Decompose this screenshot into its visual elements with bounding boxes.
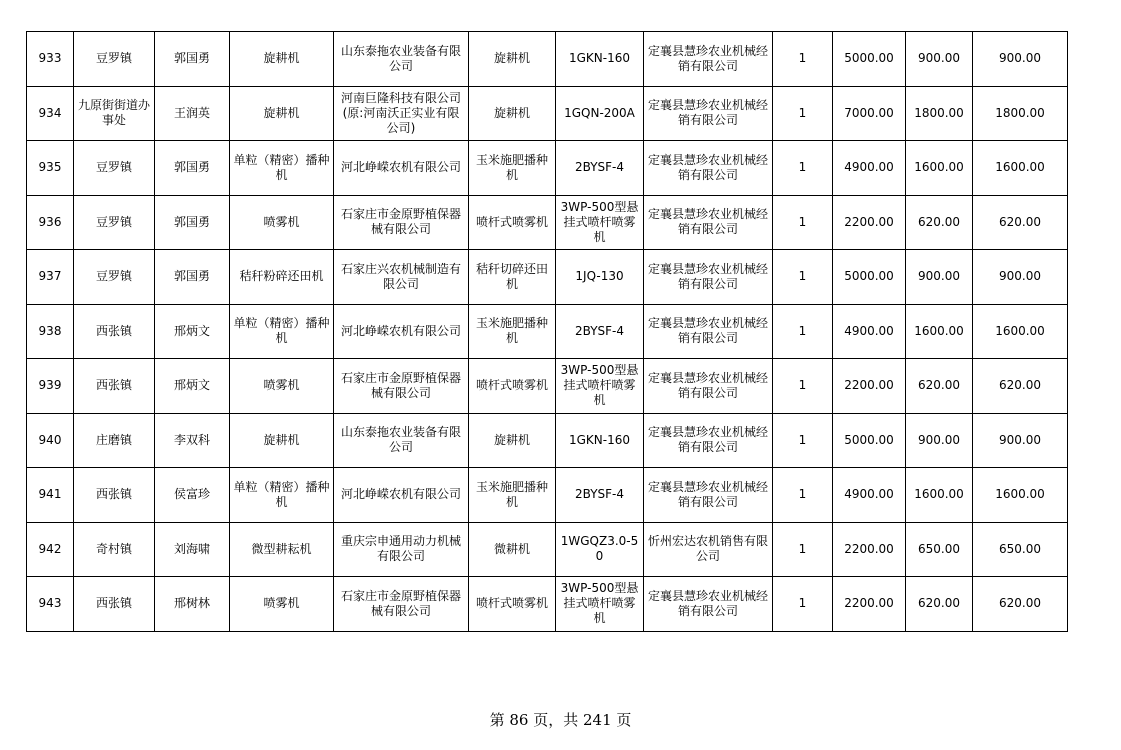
table-row bbox=[27, 522, 1068, 577]
cell-model: 1GQN-200A bbox=[556, 86, 644, 141]
cell-machine-category: 微型耕耘机 bbox=[230, 522, 334, 577]
cell-quantity: 1 bbox=[773, 577, 833, 632]
cell-total-subsidy: 900.00 bbox=[973, 413, 1068, 468]
cell-sale-price: 2200.00 bbox=[833, 522, 906, 577]
cell-central-subsidy: 900.00 bbox=[906, 413, 973, 468]
cell-product-name: 旋耕机 bbox=[469, 413, 556, 468]
cell-product-name: 玉米施肥播种机 bbox=[469, 141, 556, 196]
cell-town: 西张镇 bbox=[74, 304, 155, 359]
cell-row-number: 941 bbox=[27, 468, 74, 523]
cell-total-subsidy: 650.00 bbox=[973, 522, 1068, 577]
cell-manufacturer: 石家庄市金原野植保器械有限公司 bbox=[334, 359, 469, 414]
cell-sale-price: 4900.00 bbox=[833, 468, 906, 523]
cell-row-number: 942 bbox=[27, 522, 74, 577]
cell-total-subsidy: 900.00 bbox=[973, 250, 1068, 305]
cell-sale-price: 2200.00 bbox=[833, 195, 906, 250]
cell-machine-category: 单粒（精密）播种机 bbox=[230, 141, 334, 196]
cell-sale-price: 2200.00 bbox=[833, 359, 906, 414]
cell-dealer: 定襄县慧珍农业机械经销有限公司 bbox=[644, 195, 773, 250]
cell-applicant-name: 郭国勇 bbox=[155, 250, 230, 305]
cell-model: 3WP-500型悬挂式喷杆喷雾机 bbox=[556, 359, 644, 414]
cell-row-number: 940 bbox=[27, 413, 74, 468]
cell-model: 1JQ-130 bbox=[556, 250, 644, 305]
cell-manufacturer: 石家庄兴农机械制造有限公司 bbox=[334, 250, 469, 305]
cell-quantity: 1 bbox=[773, 304, 833, 359]
cell-central-subsidy: 620.00 bbox=[906, 577, 973, 632]
cell-row-number: 933 bbox=[27, 32, 74, 87]
table-row bbox=[27, 413, 1068, 468]
cell-applicant-name: 刘海啸 bbox=[155, 522, 230, 577]
cell-product-name: 微耕机 bbox=[469, 522, 556, 577]
cell-quantity: 1 bbox=[773, 32, 833, 87]
cell-quantity: 1 bbox=[773, 413, 833, 468]
table-row bbox=[27, 250, 1068, 305]
cell-town: 奇村镇 bbox=[74, 522, 155, 577]
cell-applicant-name: 邢树林 bbox=[155, 577, 230, 632]
table-row bbox=[27, 577, 1068, 632]
subsidy-table bbox=[26, 31, 1068, 632]
cell-manufacturer: 河北峥嵘农机有限公司 bbox=[334, 304, 469, 359]
cell-town: 西张镇 bbox=[74, 468, 155, 523]
cell-row-number: 938 bbox=[27, 304, 74, 359]
cell-sale-price: 4900.00 bbox=[833, 141, 906, 196]
cell-dealer: 定襄县慧珍农业机械经销有限公司 bbox=[644, 86, 773, 141]
cell-applicant-name: 邢炳文 bbox=[155, 359, 230, 414]
cell-product-name: 旋耕机 bbox=[469, 32, 556, 87]
cell-town: 西张镇 bbox=[74, 359, 155, 414]
cell-model: 3WP-500型悬挂式喷杆喷雾机 bbox=[556, 195, 644, 250]
cell-dealer: 定襄县慧珍农业机械经销有限公司 bbox=[644, 304, 773, 359]
cell-dealer: 定襄县慧珍农业机械经销有限公司 bbox=[644, 577, 773, 632]
cell-quantity: 1 bbox=[773, 250, 833, 305]
cell-model: 3WP-500型悬挂式喷杆喷雾机 bbox=[556, 577, 644, 632]
cell-sale-price: 2200.00 bbox=[833, 577, 906, 632]
cell-quantity: 1 bbox=[773, 522, 833, 577]
cell-sale-price: 5000.00 bbox=[833, 250, 906, 305]
cell-town: 豆罗镇 bbox=[74, 250, 155, 305]
cell-model: 1GKN-160 bbox=[556, 413, 644, 468]
cell-product-name: 旋耕机 bbox=[469, 86, 556, 141]
cell-row-number: 936 bbox=[27, 195, 74, 250]
cell-product-name: 喷杆式喷雾机 bbox=[469, 359, 556, 414]
cell-town: 豆罗镇 bbox=[74, 141, 155, 196]
cell-row-number: 935 bbox=[27, 141, 74, 196]
table-row bbox=[27, 468, 1068, 523]
cell-product-name: 秸秆切碎还田机 bbox=[469, 250, 556, 305]
cell-model: 1GKN-160 bbox=[556, 32, 644, 87]
cell-central-subsidy: 620.00 bbox=[906, 359, 973, 414]
cell-model: 2BYSF-4 bbox=[556, 141, 644, 196]
cell-row-number: 937 bbox=[27, 250, 74, 305]
cell-total-subsidy: 900.00 bbox=[973, 32, 1068, 87]
cell-quantity: 1 bbox=[773, 468, 833, 523]
cell-town: 豆罗镇 bbox=[74, 195, 155, 250]
cell-central-subsidy: 900.00 bbox=[906, 250, 973, 305]
cell-applicant-name: 王润英 bbox=[155, 86, 230, 141]
cell-manufacturer: 石家庄市金原野植保器械有限公司 bbox=[334, 195, 469, 250]
cell-central-subsidy: 1600.00 bbox=[906, 141, 973, 196]
cell-applicant-name: 郭国勇 bbox=[155, 141, 230, 196]
cell-applicant-name: 郭国勇 bbox=[155, 195, 230, 250]
cell-dealer: 定襄县慧珍农业机械经销有限公司 bbox=[644, 359, 773, 414]
cell-machine-category: 喷雾机 bbox=[230, 195, 334, 250]
cell-dealer: 定襄县慧珍农业机械经销有限公司 bbox=[644, 413, 773, 468]
cell-quantity: 1 bbox=[773, 359, 833, 414]
cell-dealer: 定襄县慧珍农业机械经销有限公司 bbox=[644, 468, 773, 523]
cell-central-subsidy: 1600.00 bbox=[906, 304, 973, 359]
cell-machine-category: 喷雾机 bbox=[230, 577, 334, 632]
cell-dealer: 定襄县慧珍农业机械经销有限公司 bbox=[644, 141, 773, 196]
table-row bbox=[27, 86, 1068, 141]
cell-total-subsidy: 620.00 bbox=[973, 577, 1068, 632]
cell-model: 2BYSF-4 bbox=[556, 304, 644, 359]
cell-sale-price: 5000.00 bbox=[833, 32, 906, 87]
cell-town: 西张镇 bbox=[74, 577, 155, 632]
cell-applicant-name: 侯富珍 bbox=[155, 468, 230, 523]
cell-machine-category: 单粒（精密）播种机 bbox=[230, 304, 334, 359]
cell-row-number: 943 bbox=[27, 577, 74, 632]
table-row bbox=[27, 141, 1068, 196]
cell-product-name: 玉米施肥播种机 bbox=[469, 468, 556, 523]
cell-row-number: 934 bbox=[27, 86, 74, 141]
table-row bbox=[27, 359, 1068, 414]
cell-total-subsidy: 620.00 bbox=[973, 195, 1068, 250]
cell-manufacturer: 山东泰拖农业装备有限公司 bbox=[334, 32, 469, 87]
cell-manufacturer: 山东泰拖农业装备有限公司 bbox=[334, 413, 469, 468]
cell-machine-category: 旋耕机 bbox=[230, 32, 334, 87]
table-row bbox=[27, 195, 1068, 250]
cell-total-subsidy: 620.00 bbox=[973, 359, 1068, 414]
cell-dealer: 定襄县慧珍农业机械经销有限公司 bbox=[644, 32, 773, 87]
cell-dealer: 定襄县慧珍农业机械经销有限公司 bbox=[644, 250, 773, 305]
cell-town: 庄磨镇 bbox=[74, 413, 155, 468]
table-row bbox=[27, 304, 1068, 359]
cell-total-subsidy: 1600.00 bbox=[973, 304, 1068, 359]
cell-central-subsidy: 1800.00 bbox=[906, 86, 973, 141]
cell-total-subsidy: 1600.00 bbox=[973, 468, 1068, 523]
cell-applicant-name: 郭国勇 bbox=[155, 32, 230, 87]
cell-central-subsidy: 650.00 bbox=[906, 522, 973, 577]
cell-town: 豆罗镇 bbox=[74, 32, 155, 87]
cell-manufacturer: 河北峥嵘农机有限公司 bbox=[334, 141, 469, 196]
cell-quantity: 1 bbox=[773, 141, 833, 196]
cell-machine-category: 旋耕机 bbox=[230, 86, 334, 141]
table-row bbox=[27, 32, 1068, 87]
cell-model: 1WGQZ3.0-50 bbox=[556, 522, 644, 577]
cell-applicant-name: 邢炳文 bbox=[155, 304, 230, 359]
cell-machine-category: 旋耕机 bbox=[230, 413, 334, 468]
cell-product-name: 玉米施肥播种机 bbox=[469, 304, 556, 359]
cell-applicant-name: 李双科 bbox=[155, 413, 230, 468]
cell-model: 2BYSF-4 bbox=[556, 468, 644, 523]
cell-dealer: 忻州宏达农机销售有限公司 bbox=[644, 522, 773, 577]
cell-product-name: 喷杆式喷雾机 bbox=[469, 195, 556, 250]
cell-manufacturer: 河南巨隆科技有限公司(原:河南沃正实业有限公司) bbox=[334, 86, 469, 141]
cell-sale-price: 5000.00 bbox=[833, 413, 906, 468]
cell-machine-category: 喷雾机 bbox=[230, 359, 334, 414]
cell-town: 九原街街道办事处 bbox=[74, 86, 155, 141]
cell-total-subsidy: 1600.00 bbox=[973, 141, 1068, 196]
cell-machine-category: 单粒（精密）播种机 bbox=[230, 468, 334, 523]
cell-central-subsidy: 900.00 bbox=[906, 32, 973, 87]
table-body bbox=[27, 32, 1068, 632]
cell-quantity: 1 bbox=[773, 86, 833, 141]
cell-manufacturer: 河北峥嵘农机有限公司 bbox=[334, 468, 469, 523]
cell-quantity: 1 bbox=[773, 195, 833, 250]
cell-central-subsidy: 1600.00 bbox=[906, 468, 973, 523]
cell-row-number: 939 bbox=[27, 359, 74, 414]
cell-machine-category: 秸秆粉碎还田机 bbox=[230, 250, 334, 305]
cell-manufacturer: 石家庄市金原野植保器械有限公司 bbox=[334, 577, 469, 632]
cell-sale-price: 4900.00 bbox=[833, 304, 906, 359]
cell-central-subsidy: 620.00 bbox=[906, 195, 973, 250]
cell-manufacturer: 重庆宗申通用动力机械有限公司 bbox=[334, 522, 469, 577]
cell-product-name: 喷杆式喷雾机 bbox=[469, 577, 556, 632]
cell-total-subsidy: 1800.00 bbox=[973, 86, 1068, 141]
page-number-footer: 第 86 页，共 241 页 bbox=[489, 711, 632, 729]
cell-sale-price: 7000.00 bbox=[833, 86, 906, 141]
